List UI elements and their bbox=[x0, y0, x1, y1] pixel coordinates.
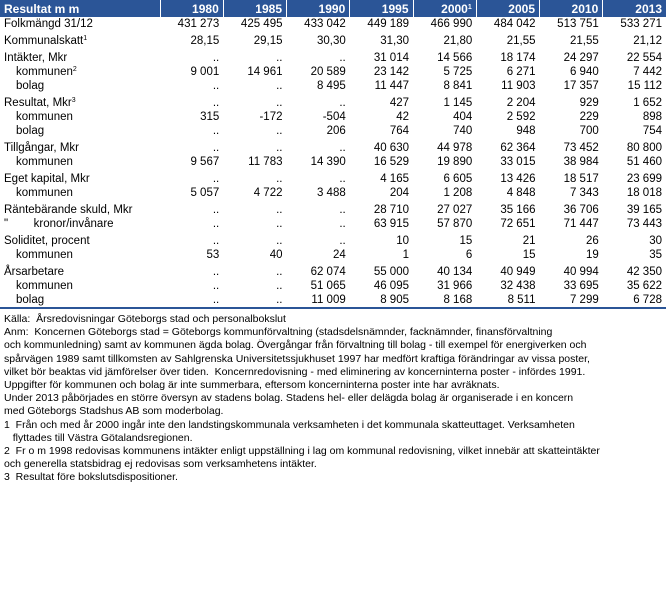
row-label-text: bolag bbox=[16, 125, 45, 137]
footnote-marker: 1 bbox=[467, 3, 472, 11]
table-cell: 53 bbox=[206, 249, 220, 261]
table-cell: .. bbox=[276, 280, 283, 292]
footnotes bbox=[0, 309, 666, 485]
row-label bbox=[0, 124, 160, 138]
table-cell: 204 bbox=[389, 187, 409, 199]
table-cell: 29,15 bbox=[253, 35, 283, 47]
table-cell: 10 bbox=[396, 235, 409, 247]
table-cell: 315 bbox=[200, 111, 220, 123]
table-cell: 4 848 bbox=[506, 187, 536, 199]
table-row bbox=[0, 93, 666, 110]
table-cell: .. bbox=[339, 218, 346, 230]
table-cell: .. bbox=[276, 142, 283, 154]
table-cell: 8 905 bbox=[380, 294, 409, 306]
table-cell: 36 706 bbox=[563, 204, 599, 216]
row-label bbox=[0, 48, 160, 65]
row-label bbox=[0, 169, 160, 186]
table-cell: 8 841 bbox=[443, 80, 473, 92]
table-cell: 3 488 bbox=[316, 187, 346, 199]
table-cell: 31,30 bbox=[380, 35, 409, 47]
table-cell: 7 343 bbox=[569, 187, 599, 199]
table-cell: 19 890 bbox=[437, 156, 473, 168]
table-cell: 6 bbox=[465, 249, 473, 261]
table-cell: 11 447 bbox=[374, 80, 409, 92]
table-cell: .. bbox=[276, 294, 283, 306]
table-cell: 27 027 bbox=[437, 204, 473, 216]
table-cell: 425 495 bbox=[240, 18, 283, 30]
year-label: 1995 bbox=[381, 1, 409, 16]
year-header bbox=[413, 0, 476, 17]
table-cell: -172 bbox=[259, 111, 283, 123]
table-cell: 433 042 bbox=[304, 18, 346, 30]
table-cell: .. bbox=[212, 125, 220, 137]
table-cell: .. bbox=[212, 52, 220, 64]
table-cell: 62 074 bbox=[310, 266, 346, 278]
table-cell: 73 443 bbox=[626, 218, 662, 230]
table-cell: 929 bbox=[579, 97, 599, 109]
table-cell: .. bbox=[212, 218, 220, 230]
table-row bbox=[0, 110, 666, 124]
table-cell: 9 001 bbox=[190, 66, 220, 78]
row-label bbox=[0, 186, 160, 200]
table-cell: 80 800 bbox=[626, 142, 662, 154]
year-header bbox=[223, 0, 286, 17]
table-row bbox=[0, 138, 666, 155]
table-row bbox=[0, 200, 666, 217]
footnote-line: Källa: Årsredovisningar Göteborgs stad och personalbokslut bbox=[4, 313, 286, 325]
row-label bbox=[0, 93, 160, 110]
row-label-text: Intäkter, Mkr bbox=[4, 52, 68, 64]
table-cell: 13 426 bbox=[500, 173, 536, 185]
year-label: 2013 bbox=[635, 1, 662, 16]
table-cell: 9 567 bbox=[190, 156, 220, 168]
table-cell: 72 651 bbox=[500, 218, 536, 230]
table-cell: 23 142 bbox=[373, 66, 409, 78]
table-cell: 484 042 bbox=[493, 18, 536, 30]
row-label-text: Soliditet, procent bbox=[4, 235, 90, 247]
row-label-text: Resultat, Mkr bbox=[4, 97, 72, 109]
table-row bbox=[0, 17, 666, 31]
row-label bbox=[0, 217, 160, 231]
table-cell: 229 bbox=[579, 111, 599, 123]
table-cell: 14 961 bbox=[247, 66, 283, 78]
row-label-text: Räntebärande skuld, Mkr bbox=[4, 204, 133, 216]
table-cell: 21,80 bbox=[443, 35, 473, 47]
table-cell: 40 949 bbox=[500, 266, 536, 278]
table-cell: 21,55 bbox=[506, 35, 536, 47]
table-cell: 73 452 bbox=[563, 142, 599, 154]
table-cell: 33 015 bbox=[500, 156, 536, 168]
footnote-marker: 1 bbox=[83, 35, 88, 42]
table-row bbox=[0, 248, 666, 262]
table-row bbox=[0, 279, 666, 293]
row-label bbox=[0, 110, 160, 124]
table-cell: 14 390 bbox=[310, 156, 346, 168]
table-row bbox=[0, 262, 666, 279]
table-cell: 30,30 bbox=[316, 35, 346, 47]
table-cell: 1 bbox=[402, 249, 409, 261]
table-row bbox=[0, 155, 666, 169]
table-cell: 6 940 bbox=[569, 66, 599, 78]
table-row bbox=[0, 48, 666, 65]
table-cell: 754 bbox=[642, 125, 662, 137]
table-cell: 24 297 bbox=[563, 52, 599, 64]
table-cell: 206 bbox=[326, 125, 346, 137]
year-label: 1990 bbox=[318, 1, 346, 16]
table-cell: 21 bbox=[522, 235, 536, 247]
table-row bbox=[0, 124, 666, 138]
table-cell: 466 990 bbox=[430, 18, 473, 30]
footnote-line: Under 2013 påbörjades en större översyn av stadens bolag. Stadens hel- eller delägda bolag är organiserade i en koncern bbox=[4, 392, 574, 405]
table-cell: 7 299 bbox=[569, 294, 599, 306]
table-cell: .. bbox=[339, 204, 346, 216]
table-cell: .. bbox=[212, 142, 220, 154]
table-cell: 513 751 bbox=[557, 18, 599, 30]
table-cell: 35 bbox=[649, 249, 662, 261]
year-header bbox=[476, 0, 539, 17]
table-cell: 40 bbox=[269, 249, 283, 261]
table-cell: 11 009 bbox=[311, 294, 346, 306]
table-row bbox=[0, 65, 666, 79]
table-row bbox=[0, 169, 666, 186]
row-label bbox=[0, 248, 160, 262]
table-cell: 20 589 bbox=[310, 66, 346, 78]
year-label: 1985 bbox=[255, 1, 282, 16]
table-cell: .. bbox=[276, 266, 283, 278]
table-cell: .. bbox=[276, 80, 283, 92]
table-cell: 33 695 bbox=[563, 280, 599, 292]
row-label bbox=[0, 65, 160, 79]
table-cell: 51 460 bbox=[626, 156, 662, 168]
table-cell: 898 bbox=[642, 111, 662, 123]
table-cell: .. bbox=[212, 294, 220, 306]
table-cell: .. bbox=[339, 97, 346, 109]
row-label bbox=[0, 31, 160, 48]
row-label bbox=[0, 138, 160, 155]
table-cell: 11 903 bbox=[501, 80, 536, 92]
table-cell: 21,55 bbox=[569, 35, 599, 47]
table-cell: 23 699 bbox=[626, 173, 662, 185]
table-cell: 63 915 bbox=[373, 218, 409, 230]
table-cell: 31 966 bbox=[437, 280, 473, 292]
table-cell: 764 bbox=[389, 125, 409, 137]
table-cell: 14 566 bbox=[437, 52, 473, 64]
table-cell: 7 442 bbox=[633, 66, 662, 78]
table-body bbox=[0, 17, 666, 307]
table-cell: 32 438 bbox=[500, 280, 536, 292]
table-header-row bbox=[0, 0, 666, 17]
table-cell: 17 357 bbox=[563, 80, 599, 92]
footnote-line: och kommunledning) samt av kommunen ägda bolag. Övergångar från förvaltning till bolag - till exempel för energiverken och bbox=[4, 339, 587, 352]
row-label-text: bolag bbox=[16, 80, 45, 92]
table-cell: 8 495 bbox=[316, 80, 346, 92]
table-cell: 40 134 bbox=[437, 266, 473, 278]
table-cell: 15 112 bbox=[627, 80, 662, 92]
table-cell: 46 095 bbox=[373, 280, 409, 292]
row-label-text: Eget kapital, Mkr bbox=[4, 173, 90, 185]
table-cell: 44 978 bbox=[437, 142, 473, 154]
table-row bbox=[0, 31, 666, 48]
table-cell: .. bbox=[212, 204, 220, 216]
footnote-line: 2 Fr o m 1998 redovisas kommunens intäkter enligt uppställning i lag om kommunal redovisning, vilket innebär att skatteintäkter bbox=[4, 445, 600, 458]
footnote-line: flyttades till Västra Götalandsregionen. bbox=[4, 431, 193, 444]
footnote-marker: 3 bbox=[71, 97, 76, 104]
footnote-marker: 2 bbox=[72, 66, 77, 73]
row-label-text: kommunen bbox=[16, 249, 73, 261]
table-cell: .. bbox=[339, 173, 346, 185]
footnote-line: Anm: Koncernen Göteborgs stad = Göteborgs kommunförvaltning (stadsdelsnämnder, facknämnder, finansförvaltning bbox=[4, 326, 553, 339]
table-cell: 740 bbox=[453, 125, 473, 137]
table-cell: 21,12 bbox=[633, 35, 662, 47]
year-header bbox=[540, 0, 603, 17]
table-cell: .. bbox=[339, 52, 346, 64]
table-cell: 431 273 bbox=[177, 18, 220, 30]
footnote-line: 1 Från och med år 2000 ingår inte den landstingskommunala verksamheten i det kommunala skatteuttaget. Verksamheten bbox=[4, 418, 575, 431]
table-cell: .. bbox=[212, 266, 220, 278]
table-cell: 11 783 bbox=[248, 156, 283, 168]
table-cell: .. bbox=[276, 204, 283, 216]
year-label: 2010 bbox=[571, 1, 599, 16]
row-label bbox=[0, 79, 160, 93]
row-label bbox=[0, 293, 160, 307]
year-label: 2000 bbox=[441, 1, 468, 16]
table-cell: 948 bbox=[516, 125, 536, 137]
table-cell: 700 bbox=[579, 125, 599, 137]
row-label bbox=[0, 279, 160, 293]
table-cell: 5 725 bbox=[443, 66, 473, 78]
table-cell: 4 722 bbox=[253, 187, 283, 199]
table-cell: 18 174 bbox=[500, 52, 536, 64]
table-cell: 40 994 bbox=[563, 266, 599, 278]
row-label bbox=[0, 200, 160, 217]
year-header bbox=[287, 0, 350, 17]
table-cell: 18 018 bbox=[626, 187, 662, 199]
table-cell: 19 bbox=[585, 249, 599, 261]
footnote-line: och generella statsbidrag ej redovisas som verksamhetens intäkter. bbox=[4, 458, 317, 471]
row-label bbox=[0, 231, 160, 248]
table-cell: .. bbox=[276, 218, 283, 230]
table-cell: .. bbox=[276, 52, 283, 64]
table-cell: 16 529 bbox=[373, 156, 409, 168]
table-cell: 427 bbox=[389, 97, 409, 109]
table-cell: 28 710 bbox=[373, 204, 409, 216]
table-cell: 35 622 bbox=[626, 280, 662, 292]
table-cell: 18 517 bbox=[563, 173, 599, 185]
table-row bbox=[0, 79, 666, 93]
footnote-line: spårvägen 1989 samt tillkomsten av Sahlgrenska Universitetssjukhuset 1997 har medfört kraftiga förändringar av vissa poster, bbox=[4, 352, 590, 365]
table-cell: 22 554 bbox=[626, 52, 662, 64]
table-cell: 26 bbox=[585, 235, 599, 247]
table-cell: 1 145 bbox=[443, 97, 473, 109]
table-cell: .. bbox=[276, 97, 283, 109]
table-cell: 35 166 bbox=[500, 204, 536, 216]
table-cell: 6 605 bbox=[443, 173, 473, 185]
row-label bbox=[0, 262, 160, 279]
table-cell: 42 bbox=[396, 111, 409, 123]
year-label: 1980 bbox=[192, 1, 219, 16]
table-cell: 39 165 bbox=[626, 204, 662, 216]
table-cell: 62 364 bbox=[500, 142, 536, 154]
table-cell: .. bbox=[212, 235, 220, 247]
table-cell: 31 014 bbox=[373, 52, 409, 64]
year-label: 2005 bbox=[508, 1, 535, 16]
year-header bbox=[350, 0, 413, 17]
table-cell: 15 bbox=[459, 235, 473, 247]
row-label-text: Årsarbetare bbox=[4, 266, 65, 278]
table-row bbox=[0, 217, 666, 231]
row-label-text: kommunen bbox=[16, 280, 73, 292]
table-cell: 71 447 bbox=[563, 218, 599, 230]
table-row bbox=[0, 186, 666, 200]
table-cell: 51 065 bbox=[310, 280, 346, 292]
table-cell: 6 728 bbox=[633, 294, 662, 306]
row-label-text: Folkmängd 31/12 bbox=[4, 18, 93, 30]
row-label-text: kommunen bbox=[16, 187, 73, 199]
table-cell: .. bbox=[212, 173, 220, 185]
row-label bbox=[0, 155, 160, 169]
table-cell: 2 204 bbox=[506, 97, 536, 109]
table-cell: 2 592 bbox=[506, 111, 536, 123]
table-cell: 8 511 bbox=[507, 294, 536, 306]
row-label-text: kommunen bbox=[16, 111, 73, 123]
footnote-line: Uppgifter för kommunen och bolag är inte summerbara, eftersom koncerninterna poster inte har avräknats. bbox=[4, 379, 500, 392]
table-cell: .. bbox=[276, 125, 283, 137]
table-cell: 55 000 bbox=[373, 266, 409, 278]
year-header bbox=[160, 0, 223, 17]
table-cell: 6 271 bbox=[506, 66, 536, 78]
table-cell: 30 bbox=[649, 235, 662, 247]
footnote-line: 3 Resultat före bokslutsdispositioner. bbox=[4, 471, 178, 484]
year-header bbox=[603, 0, 666, 17]
table-cell: 1 208 bbox=[443, 187, 473, 199]
table-cell: 15 bbox=[522, 249, 536, 261]
table-row bbox=[0, 231, 666, 248]
row-label bbox=[0, 17, 160, 31]
table-cell: 38 984 bbox=[563, 156, 599, 168]
table-cell: 1 652 bbox=[633, 97, 662, 109]
table-cell: 42 350 bbox=[626, 266, 662, 278]
table-cell: .. bbox=[276, 235, 283, 247]
table-cell: .. bbox=[339, 235, 346, 247]
footnote-line: med Göteborgs Stadshus AB som moderbolag. bbox=[4, 405, 224, 418]
table-cell: 5 057 bbox=[190, 187, 220, 199]
table-cell: -504 bbox=[322, 111, 346, 123]
table-cell: 404 bbox=[453, 111, 473, 123]
table-cell: 533 271 bbox=[620, 18, 662, 30]
row-label-text: Tillgångar, Mkr bbox=[4, 142, 79, 154]
table-cell: 4 165 bbox=[380, 173, 409, 185]
table-title: Resultat m m bbox=[0, 0, 160, 17]
row-label-text: kommunen bbox=[16, 156, 73, 168]
table-cell: .. bbox=[212, 97, 220, 109]
table-cell: 57 870 bbox=[437, 218, 473, 230]
footnote-line: vilket bör beaktas vid jämförelser över tiden. Koncernredovisning - med eliminering av koncerninterna poster - infördes 1991. bbox=[4, 365, 586, 378]
table-cell: 40 630 bbox=[373, 142, 409, 154]
row-label-text: kommunen bbox=[16, 66, 73, 78]
table-cell: .. bbox=[339, 142, 346, 154]
table-cell: 28,15 bbox=[190, 35, 220, 47]
table-cell: 8 168 bbox=[443, 294, 473, 306]
table-cell: 24 bbox=[332, 249, 346, 261]
table-cell: .. bbox=[212, 280, 220, 292]
row-label-text: bolag bbox=[16, 294, 45, 306]
table-cell: 449 189 bbox=[367, 18, 409, 30]
row-label-text: " kronor/invånare bbox=[4, 218, 114, 230]
table-row bbox=[0, 293, 666, 307]
table-cell: .. bbox=[276, 173, 283, 185]
row-label-text: Kommunalskatt bbox=[4, 35, 84, 47]
table-cell: .. bbox=[212, 80, 220, 92]
